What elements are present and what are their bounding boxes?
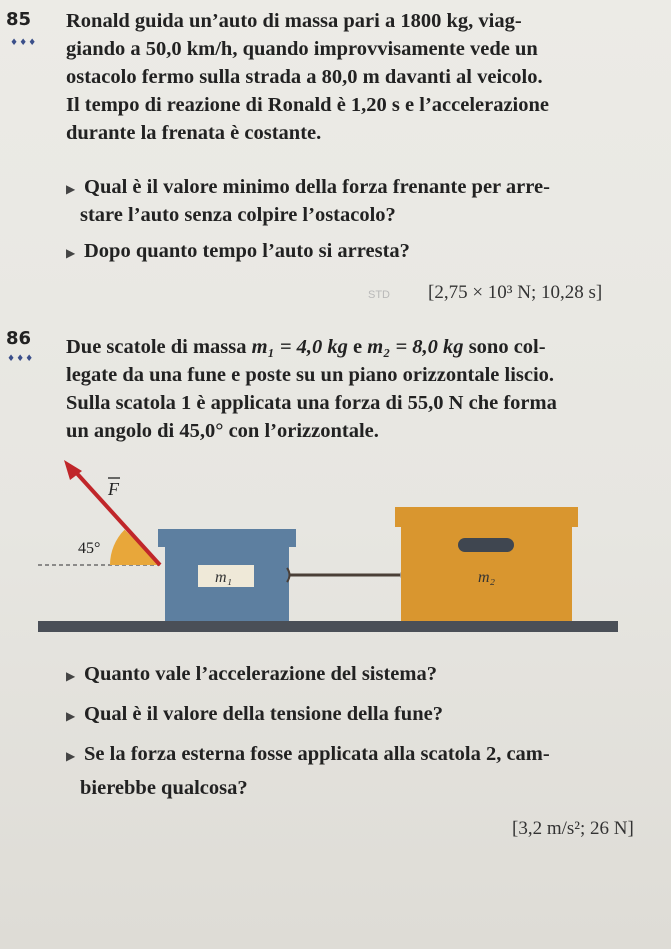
question-text: Qual è il valore della tensione della fune? [84, 703, 443, 725]
question-text: Dopo quanto tempo l’auto si arresta? [84, 240, 410, 262]
mass-2-value: m₂ = 8,0 kg [367, 336, 464, 358]
box-2-handle [458, 538, 514, 552]
problem-85-question-2 [66, 238, 666, 268]
box-2-label: m₂ [478, 569, 496, 586]
problem-86-questions [66, 661, 666, 811]
statement-line: legate da una fune e poste su un piano orizzontale liscio. [66, 364, 555, 386]
problem-85-number: 85 [6, 9, 32, 30]
problem-85-answer: [2,75 × 10³ N; 10,28 s] [428, 282, 603, 303]
triangle-bullet-icon: ▶ [66, 749, 76, 763]
problem-85-difficulty: ♦♦♦ [10, 38, 38, 48]
triangle-bullet-icon: ▶ [66, 709, 76, 723]
box-1-lid [158, 529, 296, 547]
question-text: stare l’auto senza colpire l’ostacolo? [80, 204, 396, 226]
box-1-label: m₁ [215, 569, 233, 586]
triangle-bullet-icon: ▶ [66, 246, 76, 260]
statement-line: giando a 50,0 km/h, quando improvvisamente vede un [66, 38, 538, 60]
statement-line: durante la frenata è costante. [66, 122, 322, 144]
statement-line: Sulla scatola 1 è applicata una forza di 55,0 N che forma [66, 392, 557, 414]
boxes-figure [0, 455, 671, 645]
box-2-lid [395, 507, 578, 527]
mass-1-value: m₁ = 4,0 kg [251, 336, 348, 358]
statement-text: un angolo di [66, 420, 180, 442]
statement-text: sono col- [463, 336, 546, 358]
statement-text: Due scatole di massa [66, 336, 252, 358]
question-text: Quanto vale l’accelerazione del sistema? [84, 663, 437, 685]
problem-85-statement [66, 8, 666, 148]
statement-line: Il tempo di reazione di Ronald è 1,20 s e l’accelerazione [66, 94, 550, 116]
force-label: F [108, 479, 119, 499]
statement-line: Ronald guida un’auto di massa pari a 1800 kg, viag- [66, 10, 522, 32]
angle-label: 45° [78, 540, 101, 557]
source-tag: STD [368, 289, 390, 301]
triangle-bullet-icon: ▶ [66, 669, 76, 683]
problem-86-number: 86 [6, 328, 32, 349]
question-text: bierebbe qualcosa? [80, 777, 248, 799]
angle-value: 45,0° [179, 420, 224, 442]
statement-text: con l’orizzontale. [223, 420, 379, 442]
ground-surface [38, 621, 618, 632]
question-text: Se la forza esterna fosse applicata alla scatola 2, cam- [84, 743, 550, 765]
problem-86-difficulty: ♦♦♦ [7, 354, 35, 364]
problem-86-statement [66, 334, 666, 454]
statement-text: e [347, 336, 368, 358]
question-text: Qual è il valore minimo della forza frenante per arre- [84, 176, 550, 198]
triangle-bullet-icon: ▶ [66, 182, 76, 196]
statement-line: ostacolo fermo sulla strada a 80,0 m davanti al veicolo. [66, 66, 543, 88]
problem-86-answer: [3,2 m/s²; 26 N] [512, 818, 634, 839]
problem-85-question-1 [66, 174, 666, 234]
